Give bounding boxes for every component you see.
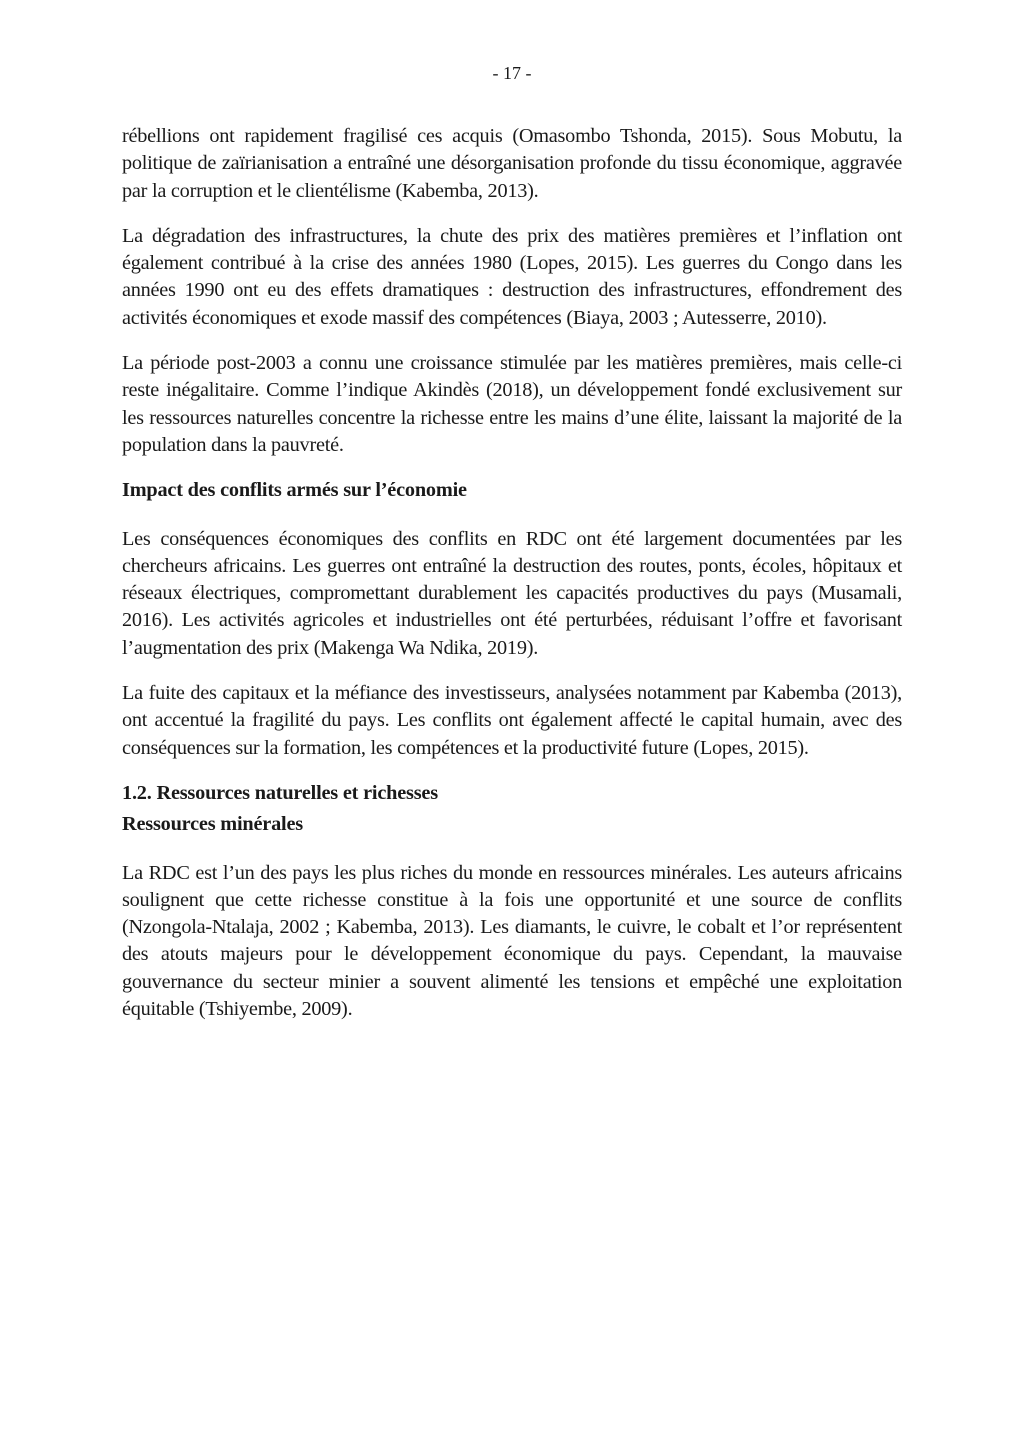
paragraph-rebellions: rébellions ont rapidement fragilisé ces acquis (Omasombo Tshonda, 2015). Sous Mobutu, la politique de zaïrianisation a entraîné une désorganisation profonde du tissu économique, aggravée par la corruption et le clientélisme (Kabemba, 2013). bbox=[122, 125, 902, 202]
paragraph-rdc-ressources: La RDC est l’un des pays les plus riches du monde en ressources minérales. Les auteurs africains soulignent que cette richesse constitue à la fois une opportunité et une source de conflits (Nzongola-Ntalaja, 2002 ; Kabemba, 2013). Les diamants, le cuivre, le cobalt et l’or représentent des atouts majeurs pour le développement économique du pays. Cependant, la mauvaise gouvernance du secteur minier a souvent alimenté les tensions et empêché une exploitation équitable (Tshiyembe, 2009). bbox=[122, 861, 902, 1021]
paragraph-post-2003: La période post-2003 a connu une croissance stimulée par les matières premières, mais celle-ci reste inégalitaire. Comme l’indique Akindès (2018), un développement fondé exclusivement sur les ressources naturelles concentre la richesse entre les mains d’une élite, laissant la majorité de la population dans la pauvreté. bbox=[122, 352, 902, 456]
heading-ressources-minerales: Ressources minérales bbox=[122, 813, 303, 836]
paragraph-degradation: La dégradation des infrastructures, la chute des prix des matières premières et l’inflation ont également contribué à la crise des années 1980 (Lopes, 2015). Les guerres du Congo dans les années 1990 ont eu des effets dramatiques : destruction des infrastructures, effondrement des activités économiques et exode massif des compétences (Biaya, 2003 ; Autesserre, 2010). bbox=[122, 224, 902, 329]
heading-impact-conflits: Impact des conflits armés sur l’économie bbox=[122, 479, 467, 502]
paragraph-fuite-capitaux: La fuite des capitaux et la méfiance des investisseurs, analysées notamment par Kabemba (2013), ont accentué la fragilité du pays. Les conflits ont également affecté le capital humain, avec des conséquences sur la formation, les compétences et la productivité future (Lopes, 2015). bbox=[122, 682, 902, 759]
paragraph-consequences: Les conséquences économiques des conflits en RDC ont été largement documentées par les chercheurs africains. Les guerres ont entraîné la destruction des routes, ponts, écoles, hôpitaux et réseaux électriques, compromettant durablement les capacités productives du pays (Musamali, 2016). Les activités agricoles et industrielles ont été perturbées, réduisant l’offre et favorisant l’augmentation des prix (Makenga Wa Ndika, 2019). bbox=[122, 527, 902, 659]
document-body bbox=[122, 123, 902, 1041]
heading-section-1-2: 1.2. Ressources naturelles et richesses bbox=[122, 781, 438, 804]
page-number: - 17 - bbox=[492, 63, 532, 83]
